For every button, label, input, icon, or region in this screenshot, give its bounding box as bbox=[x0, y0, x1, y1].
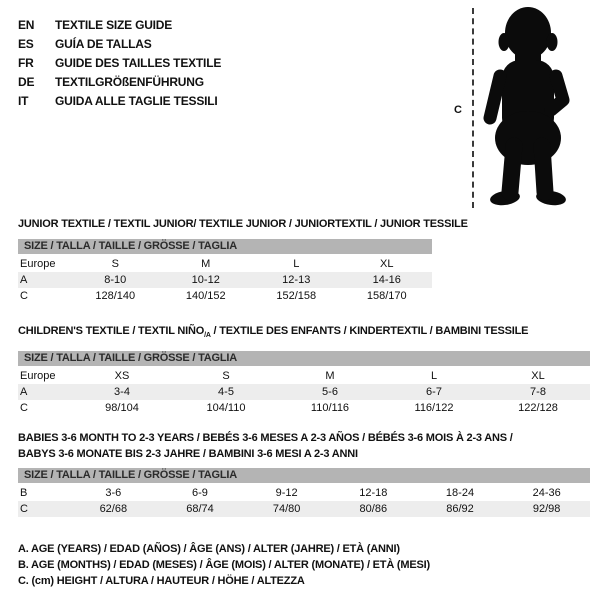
table-row bbox=[18, 501, 590, 517]
children-title-rest: / TEXTILE DES ENFANTS / KINDERTEXTIL / BAMBINI TESSILE bbox=[210, 325, 529, 337]
lang-row-fr bbox=[18, 54, 448, 73]
children-size-table bbox=[18, 351, 590, 416]
table-cell: 10-12 bbox=[191, 274, 220, 286]
footnote-b: B. AGE (MONTHS) / EDAD (MESES) / ÂGE (MOIS) / ALTER (MONATE) / ETÀ (MESI) bbox=[18, 559, 430, 572]
table-row bbox=[18, 288, 432, 304]
table-cell: 4-5 bbox=[218, 386, 234, 399]
table-cell: 140/152 bbox=[185, 290, 226, 302]
table-cell: S bbox=[222, 370, 230, 383]
table-cell: L bbox=[430, 370, 438, 383]
footnote-c: C. (cm) HEIGHT / ALTURA / HAUTEUR / HÖHE / ALTEZZA bbox=[18, 575, 305, 588]
row-label: C bbox=[20, 402, 28, 415]
footnotes bbox=[18, 541, 590, 589]
babies-title-line2: BABYS 3-6 MONATE BIS 2-3 JAHRE / BAMBINI 3-6 MESI A 2-3 ANNI bbox=[18, 448, 358, 461]
section-title-junior: JUNIOR TEXTILE / TEXTIL JUNIOR/ TEXTILE JUNIOR / JUNIORTEXTIL / JUNIOR TESSILE bbox=[18, 218, 468, 230]
table-cell: 80/86 bbox=[359, 503, 388, 516]
table-cell: XL bbox=[531, 370, 545, 383]
measure-c-label: C bbox=[454, 104, 462, 116]
table-cell: 74/80 bbox=[272, 503, 301, 516]
lang-code: DE bbox=[18, 75, 35, 89]
table-cell: 12-18 bbox=[359, 487, 388, 500]
lang-title: GUÍA DE TALLAS bbox=[55, 37, 152, 51]
lang-row-it bbox=[18, 92, 448, 111]
table-cell: 12-13 bbox=[282, 274, 311, 286]
row-label: C bbox=[20, 290, 28, 302]
table-cell: S bbox=[111, 258, 119, 270]
table-cell: 116/122 bbox=[414, 402, 454, 415]
size-header-bar: SIZE / TALLA / TAILLE / GRÖSSE / TAGLIA bbox=[18, 239, 432, 254]
babies-size-table bbox=[18, 468, 590, 517]
row-label: C bbox=[20, 503, 28, 516]
table-cell: 92/98 bbox=[532, 503, 561, 516]
table-cell: 9-12 bbox=[275, 487, 298, 500]
table-cell: 3-6 bbox=[105, 487, 122, 500]
table-cell: 18-24 bbox=[445, 487, 475, 500]
babies-title-line1: BABIES 3-6 MONTH TO 2-3 YEARS / BEBÉS 3-6 MESES A 2-3 AÑOS / BÉBÉS 3-6 MOIS À 2-3 ANS / bbox=[18, 432, 513, 445]
lang-code: EN bbox=[18, 18, 35, 32]
row-label: Europe bbox=[20, 370, 56, 383]
table-cell: L bbox=[293, 258, 300, 270]
table-cell: 7-8 bbox=[530, 386, 546, 399]
table-cell: 68/74 bbox=[186, 503, 214, 516]
lang-row-en bbox=[18, 16, 448, 35]
table-cell: 104/110 bbox=[206, 402, 246, 415]
table-cell: M bbox=[201, 258, 211, 270]
table-cell: 152/158 bbox=[276, 290, 317, 302]
table-cell: 110/116 bbox=[310, 402, 350, 415]
footnote-a: A. AGE (YEARS) / EDAD (AÑOS) / ÂGE (ANS) / ALTER (JAHRE) / ETÀ (ANNI) bbox=[18, 543, 400, 556]
junior-size-table bbox=[18, 239, 432, 304]
table-cell: 122/128 bbox=[518, 402, 558, 415]
table-cell: 24-36 bbox=[532, 487, 561, 500]
height-measure-figure bbox=[450, 4, 590, 212]
table-cell: XL bbox=[380, 258, 394, 270]
table-cell: XS bbox=[114, 370, 130, 383]
children-title-main: CHILDREN'S TEXTILE / TEXTIL NIÑO bbox=[18, 325, 205, 337]
table-row bbox=[18, 256, 432, 272]
table-cell: 6-9 bbox=[192, 487, 208, 500]
lang-row-es bbox=[18, 35, 448, 54]
size-header-bar: SIZE / TALLA / TAILLE / GRÖSSE / TAGLIA bbox=[18, 468, 590, 483]
lang-code: ES bbox=[18, 37, 34, 51]
lang-code: IT bbox=[18, 94, 29, 108]
children-title-sub: /A bbox=[204, 332, 211, 340]
table-cell: 62/68 bbox=[99, 503, 128, 516]
table-cell: 98/104 bbox=[105, 402, 139, 415]
table-cell: 86/92 bbox=[446, 503, 474, 516]
height-dashed-line bbox=[472, 8, 474, 208]
section-title-children bbox=[18, 324, 590, 343]
language-header bbox=[18, 16, 448, 111]
table-row bbox=[18, 368, 590, 384]
lang-row-de bbox=[18, 73, 448, 92]
table-cell: 3-4 bbox=[114, 386, 130, 399]
section-title-babies bbox=[18, 430, 590, 462]
table-cell: 128/140 bbox=[95, 290, 136, 302]
toddler-silhouette-icon bbox=[482, 6, 574, 206]
table-cell: M bbox=[325, 370, 335, 383]
table-row bbox=[18, 485, 590, 501]
table-row bbox=[18, 272, 432, 288]
lang-title: TEXTILGRÖßENFÜHRUNG bbox=[55, 75, 204, 89]
table-cell: 5-6 bbox=[322, 386, 338, 399]
row-label: Europe bbox=[20, 258, 56, 270]
table-cell: 6-7 bbox=[426, 386, 442, 399]
lang-title: GUIDA ALLE TAGLIE TESSILI bbox=[55, 94, 218, 108]
row-label: A bbox=[20, 274, 28, 286]
table-cell: 8-10 bbox=[104, 274, 127, 286]
table-row bbox=[18, 400, 590, 416]
lang-code: FR bbox=[18, 56, 34, 70]
table-cell: 14-16 bbox=[372, 274, 401, 286]
size-header-bar: SIZE / TALLA / TAILLE / GRÖSSE / TAGLIA bbox=[18, 351, 590, 366]
table-row bbox=[18, 384, 590, 400]
row-label: B bbox=[20, 487, 28, 500]
lang-title: TEXTILE SIZE GUIDE bbox=[55, 18, 173, 32]
row-label: A bbox=[20, 386, 28, 399]
table-cell: 158/170 bbox=[366, 290, 407, 302]
lang-title: GUIDE DES TAILLES TEXTILE bbox=[55, 56, 222, 70]
